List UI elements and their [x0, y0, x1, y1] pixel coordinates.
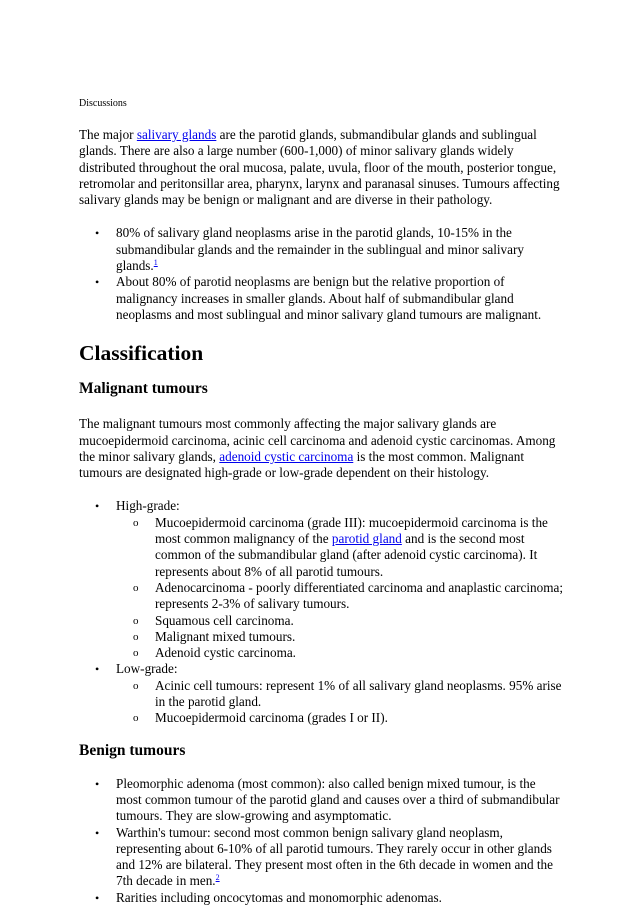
list-item	[79, 825, 563, 890]
benign-list	[79, 776, 563, 906]
bullet-text: About 80% of parotid neoplasms are benign but the relative proportion of malignancy increases in smaller glands. About half of submandibular gland neoplasms and most sublingual and minor salivary gland tumours are malignant.	[116, 274, 542, 322]
list-item: o Squamous cell carcinoma.	[116, 613, 563, 629]
sublist-text: and is the second most common of the submandibular gland (after adenoid cystic carcinoma). It represents about 8% of all parotid tumours.	[155, 531, 538, 579]
bullet-text: Rarities including oncocytomas and monomorphic adenomas.	[116, 889, 442, 905]
list-item	[79, 498, 563, 661]
section-label: Discussions	[79, 98, 127, 109]
malignant-heading: Malignant tumours	[79, 380, 208, 398]
list-item	[79, 776, 563, 825]
list-item: o Malignant mixed tumours.	[116, 629, 563, 645]
adenoid-cystic-carcinoma-link[interactable]: adenoid cystic carcinoma	[219, 448, 354, 464]
reference-link-1[interactable]: 1	[153, 258, 158, 268]
intro-bullet-list	[79, 225, 563, 323]
high-grade-label: High-grade:	[116, 498, 180, 514]
list-item	[116, 515, 563, 580]
sublist-text: Mucoepidermoid carcinoma (grade III): mucoepidermoid carcinoma is the most common malignancy of the	[155, 514, 548, 547]
list-item	[79, 661, 563, 726]
intro-text-start: The major	[79, 127, 137, 142]
list-item	[79, 890, 563, 906]
low-grade-label: Low-grade:	[116, 661, 178, 677]
malignant-text-start: The malignant tumours most commonly affecting the major salivary glands are mucoepidermoid carcinoma, acinic cell carcinoma and adenoid cystic carcinomas. Among the minor salivary glands,	[79, 416, 556, 464]
list-item: o Adenoid cystic carcinoma.	[116, 645, 563, 661]
benign-heading: Benign tumours	[79, 741, 186, 759]
list-item: o Acinic cell tumours: represent 1% of all salivary gland neoplasms. 95% arise in the parotid gland.	[116, 678, 563, 711]
list-item: o Mucoepidermoid carcinoma (grades I or II).	[116, 710, 563, 726]
list-item	[79, 274, 563, 323]
high-grade-sublist	[116, 515, 563, 662]
classification-heading: Classification	[79, 341, 204, 366]
salivary-glands-link[interactable]: salivary glands	[136, 127, 217, 142]
malignant-paragraph	[79, 416, 563, 481]
bullet-text: Warthin's tumour: second most common benign salivary gland neoplasm, representing about 6-10% of all parotid tumours. They rarely occur in other glands and 12% are bilateral. They present most often in the 6th decade in women and the 7th decade in men.	[116, 824, 553, 889]
malignant-text-end: is the most common. Malignant tumours are designated high-grade or low-grade dependent on their histology.	[79, 448, 524, 481]
intro-paragraph	[79, 127, 563, 208]
list-item: o Adenocarcinoma - poorly differentiated carcinoma and anaplastic carcinoma; represents 2-3% of salivary tumours.	[116, 580, 563, 613]
bullet-text: 80% of salivary gland neoplasms arise in the parotid glands, 10-15% in the submandibular glands and the remainder in the sublingual and minor salivary glands.	[116, 225, 524, 274]
low-grade-sublist	[116, 678, 563, 727]
intro-text-end: are the parotid glands, submandibular glands and sublingual glands. There are also a large number (600-1,000) of minor salivary glands widely distributed throughout the oral mucosa, palate, uvula, floor of the mouth, posterior tongue, retromolar and peritonsillar area, pharynx, larynx and paranasal sinuses. Tumours affecting salivary glands may be benign or malignant and are diverse in their pathology.	[79, 127, 560, 208]
reference-link-2[interactable]: 2	[215, 873, 220, 883]
bullet-text: Pleomorphic adenoma (most common): also called benign mixed tumour, is the most common tumour of the parotid gland and causes over a third of submandibular tumours. They are slow-growing and asymptomatic.	[116, 775, 560, 824]
article-content	[79, 127, 563, 906]
parotid-gland-link[interactable]: parotid gland	[331, 531, 402, 547]
list-item	[79, 225, 563, 274]
malignant-grade-list	[79, 498, 563, 726]
